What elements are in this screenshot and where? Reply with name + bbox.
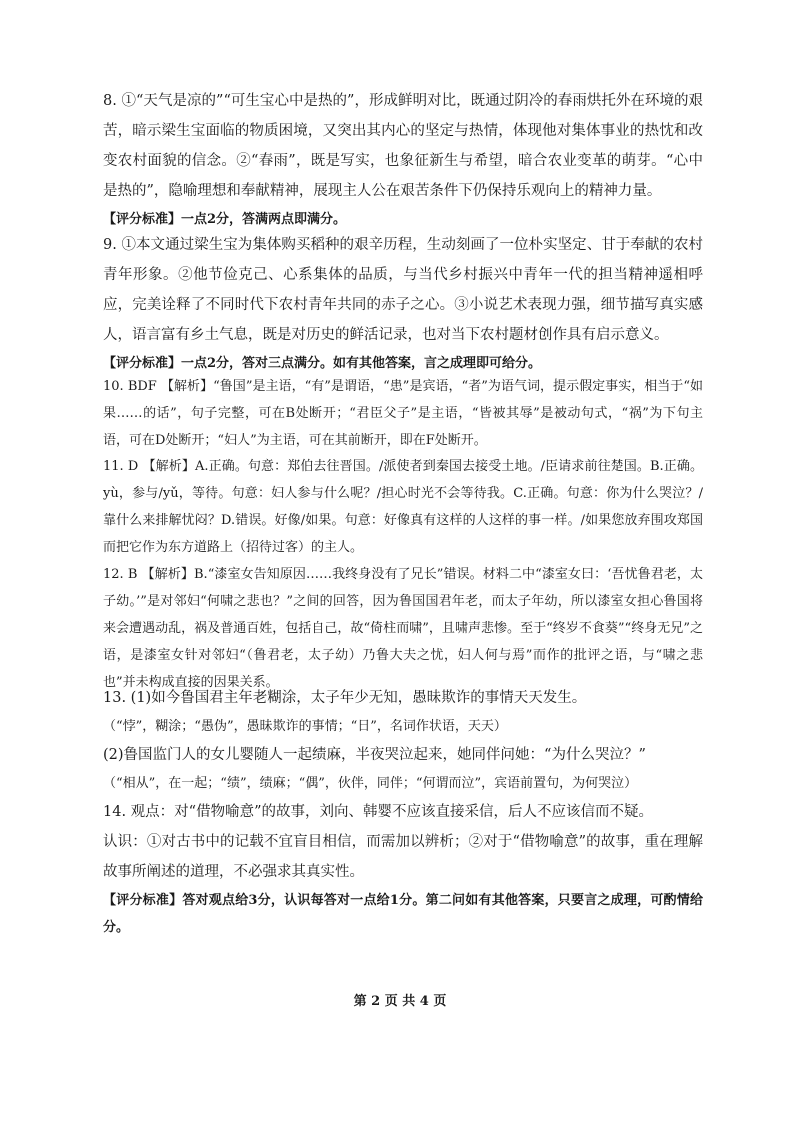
q13-note2: （“相从”，在一起；“绩”，绩麻；“偶”，伙伴，同伴；“何谓而泣”，宾语前置句，为何哭泣） <box>103 776 638 791</box>
question-14-block <box>103 797 703 941</box>
q13-note1: （“悖”，糊涂；“愚伪”，愚昧欺诈的事情；“日”，名词作状语，天天） <box>103 719 507 734</box>
q11-answer: 11. D 【解析】A.正确。句意：郑伯去往晋国。/派使者到秦国去接受土地。/臣请求前往楚国。B.正确。yù，参与/yǔ，等待。句意：妇人参与什么呢？/担心时光不会等待我。C.正确。句意：你为什么哭泣？/靠什么来排解忧闷？D.错误。好像/如果。句意：好像真有这样的人这样的事一样。/如果您放弃围攻郑国而把它作为东方道路上（招待过客）的主人。 <box>103 459 703 555</box>
page-number-footer: 第 2 页 共 4 页 <box>353 994 447 1009</box>
q12-answer: 12. B 【解析】B.“漆室女告知原因……我终身没有了兄长”错误。材料二中“漆室女曰：‘吾忧鲁君老，太子幼。’”是对邻妇“何啸之悲也？”之间的回答，因为鲁国国君年老，而太子年幼，所以漆室女担心鲁国将来会遭遇动乱，祸及普通百姓，包括自己，故“倚柱而啸”，且啸声悲惨。至于“终岁不食葵”“终身无兄”之语，是漆室女针对邻妇“（鲁君老，太子幼）乃鲁大夫之忧，妇人何与焉”而作的批评之语，与“啸之悲也”并未构成直接的因果关系。 <box>103 567 703 690</box>
q10-answer: 10. BDF 【解析】“鲁国”是主语，“有”是谓语，“患”是宾语，“者”为语气词，提示假定事实，相当于“如果……的话”，句子完整，可在B处断开；“君臣父子”是主语，“皆被其辱”是被动句式，“祸”为下句主语，可在D处断开；“妇人”为主语，可在其前断开，即在F处断开。 <box>103 379 703 448</box>
question-9-block <box>103 230 703 377</box>
question-11-block <box>103 453 703 561</box>
q14-scoring: 【评分标准】答对观点给3分，认识每答对一点给1分。第二问如有其他答案，只要言之成理，可酌情给分。 <box>103 893 703 935</box>
question-10-block <box>103 373 703 454</box>
q9-scoring: 【评分标准】一点2分，答对三点满分。如有其他答案，言之成理即可给分。 <box>103 356 542 371</box>
question-12-block <box>103 561 703 696</box>
q8-scoring: 【评分标准】一点2分，答满两点即满分。 <box>103 212 347 227</box>
question-8-block <box>103 86 703 233</box>
q14-understanding: 认识：①对古书中的记载不宜盲目相信，而需加以辨析；②对于“借物喻意”的故事，重在理解故事所阐述的道理，不必强求其真实性。 <box>103 834 703 880</box>
q8-answer: 8. ①“天气是凉的”“可生宝心中是热的”，形成鲜明对比，既通过阴冷的春雨烘托外在环境的艰苦，暗示梁生宝面临的物质困境，又突出其内心的坚定与热情，体现他对集体事业的热忱和改变农村面貌的信念。②“春雨”，既是写实，也象征新生与希望，暗合农业变革的萌芽。“心中是热的”，隐喻理想和奉献精神，展现主人公在艰苦条件下仍保持乐观向上的精神力量。 <box>103 93 703 199</box>
q9-answer: 9. ①本文通过梁生宝为集体购买稻种的艰辛历程，生动刻画了一位朴实坚定、甘于奉献的农村青年形象。②他节俭克己、心系集体的品质，与当代乡村振兴中青年一代的担当精神遥相呼应，完美诠释了不同时代下农村青年共同的赤子之心。③小说艺术表现力强，细节描写真实感人，语言富有乡土气息，既是对历史的鲜活记录，也对当下农村题材创作具有启示意义。 <box>103 237 703 343</box>
q13-part2: (2)鲁国监门人的女儿婴随人一起绩麻，半夜哭泣起来，她同伴问她：“为什么哭泣？” <box>103 747 646 763</box>
question-13-block <box>103 683 703 797</box>
q13-part1: 13. (1)如今鲁国君主年老糊涂，太子年少无知，愚昧欺诈的事情天天发生。 <box>103 690 587 706</box>
q14-viewpoint: 14. 观点：对“借物喻意”的故事，刘向、韩婴不应该直接采信，后人不应该信而不疑。 <box>103 804 653 820</box>
